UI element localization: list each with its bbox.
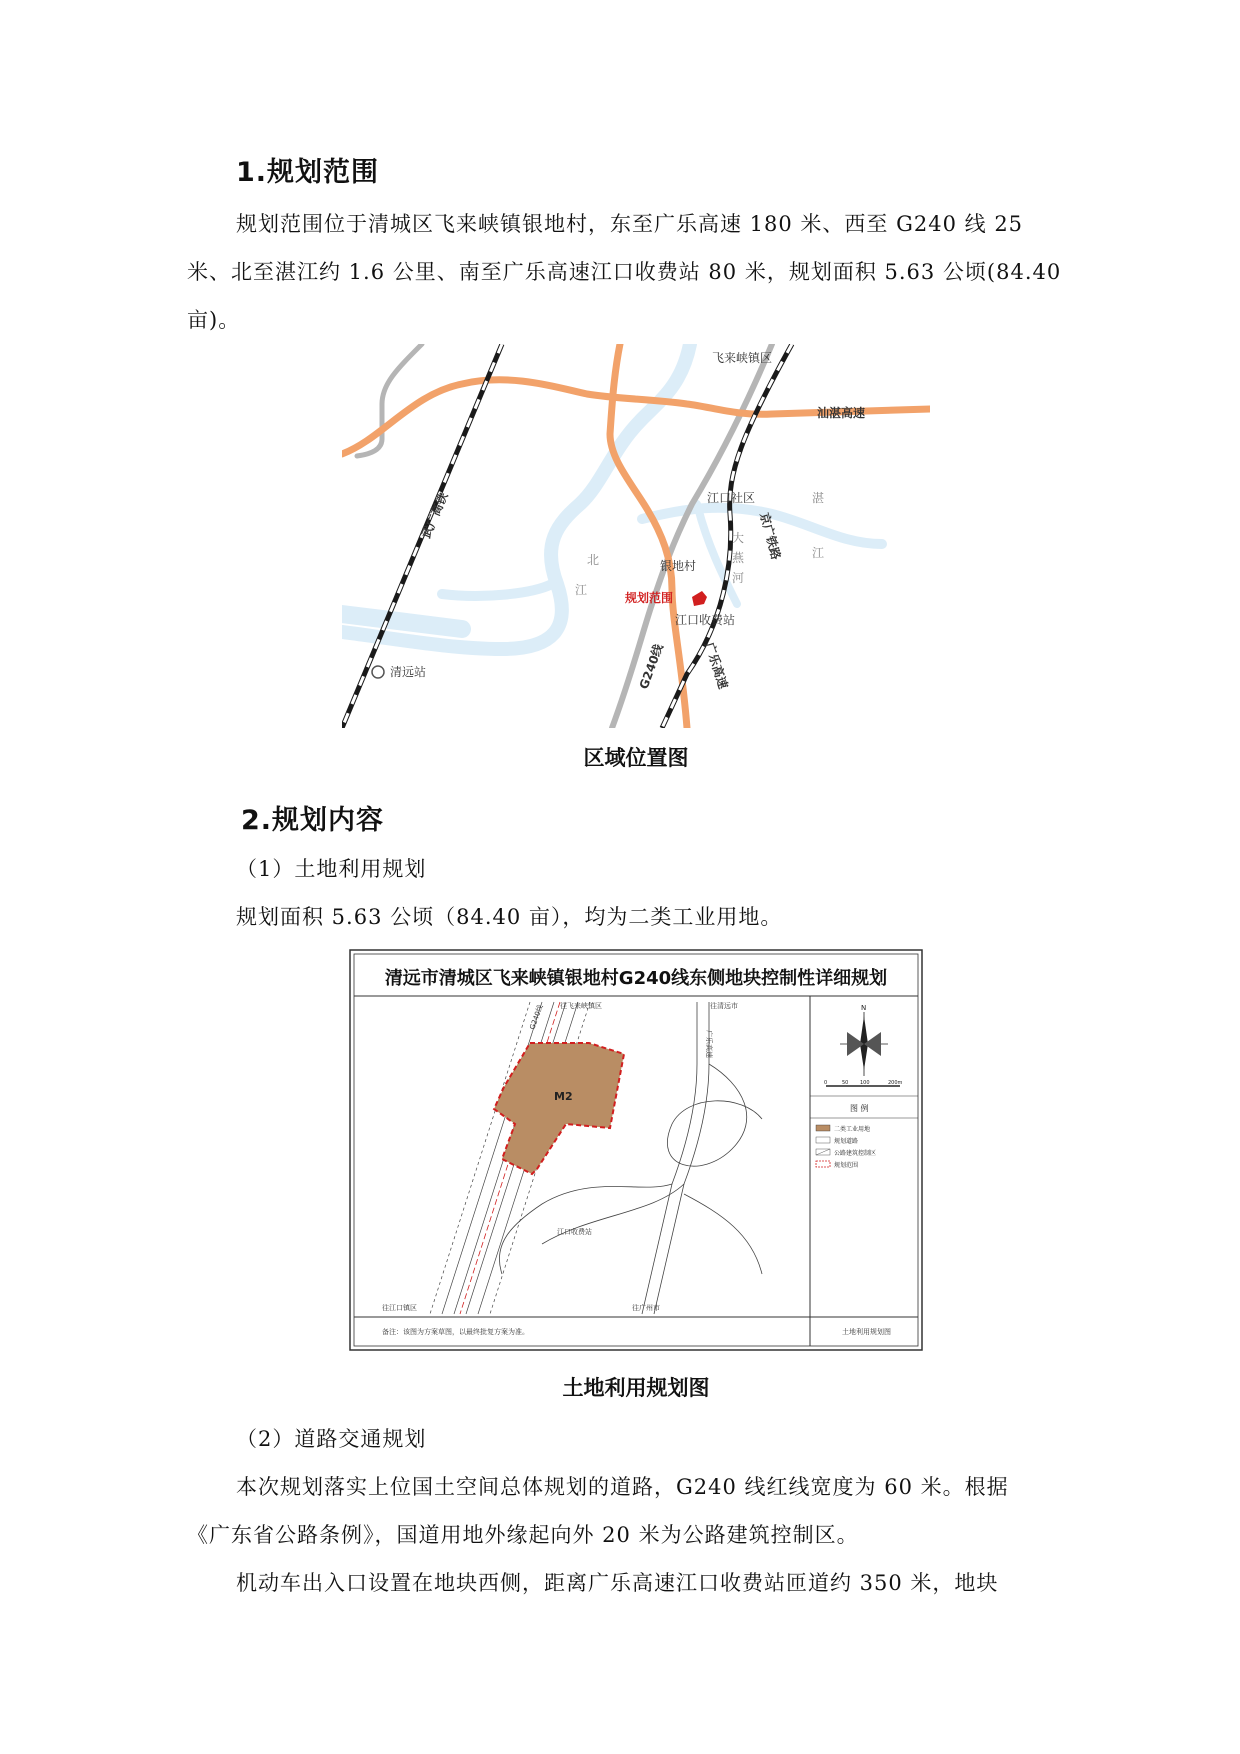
label-to-guangzhou: 往广州市 bbox=[632, 1304, 660, 1312]
label-wuguang: 武广高铁 bbox=[418, 490, 451, 541]
label-jiang: 江 bbox=[575, 583, 588, 597]
label-shanzhan: 汕湛高速 bbox=[817, 406, 866, 420]
label-guangle-small: 广乐高速 bbox=[705, 1030, 713, 1058]
legend-item-industrial: 二类工业用地 bbox=[834, 1126, 871, 1133]
label-yan: 燕 bbox=[732, 551, 745, 565]
label-qingyuan-station: 清远站 bbox=[390, 665, 427, 679]
map-1-caption: 区域位置图 bbox=[583, 746, 689, 770]
svg-text:0: 0 bbox=[824, 1080, 828, 1086]
para-1-line-2: 米、北至湛江约 1.6 公里、南至广乐高速江口收费站 80 米，规划面积 5.63 公顷(84.40 bbox=[187, 260, 1062, 284]
label-to-qingyuan: 往清远市 bbox=[710, 1002, 738, 1010]
parcel-label: M2 bbox=[554, 1090, 573, 1103]
label-jingguang: 京广铁路 bbox=[757, 511, 784, 562]
legend-item-control-zone: 公路建筑控制区 bbox=[834, 1150, 877, 1157]
legend-item-road: 规划道路 bbox=[834, 1138, 859, 1145]
label-g240-small: G240线 bbox=[528, 1003, 545, 1031]
label-da: 大 bbox=[732, 531, 745, 545]
svg-text:50: 50 bbox=[842, 1080, 849, 1086]
legend-title: 图 例 bbox=[850, 1104, 869, 1113]
region-location-map bbox=[342, 344, 930, 728]
label-jiangkou-town: 江口社区 bbox=[707, 491, 756, 505]
label-yindi: 银地村 bbox=[660, 559, 697, 573]
legend-item-boundary: 规划范围 bbox=[834, 1162, 859, 1169]
drawing-title: 清远市清城区飞来峡镇银地村G240线东侧地块控制性详细规划 bbox=[384, 968, 888, 989]
para-traffic-line-2: 《广东省公路条例》，国道用地外缘起向外 20 米为公路建筑控制区。 bbox=[187, 1523, 859, 1547]
label-to-feilai: 往飞来峡镇区 bbox=[560, 1002, 602, 1010]
para-1-line-1: 规划范围位于清城区飞来峡镇银地村，东至广乐高速 180 米、西至 G240 线 25 bbox=[236, 212, 1024, 236]
label-toll-small: 江口收费站 bbox=[557, 1228, 592, 1236]
drawing-note: 备注：该图为方案草图，以最终批复方案为准。 bbox=[382, 1328, 529, 1336]
label-jiang2: 江 bbox=[812, 546, 825, 560]
label-bei: 北 bbox=[587, 553, 600, 567]
label-he: 河 bbox=[732, 571, 745, 585]
north-label: N bbox=[861, 1004, 867, 1012]
section-1-heading: 1.规划范围 bbox=[236, 157, 380, 188]
para-traffic-line-1: 本次规划落实上位国土空间总体规划的道路，G240 线红线宽度为 60 米。根据 bbox=[236, 1475, 1009, 1499]
label-guangle: 广乐高速 bbox=[702, 640, 731, 691]
para-entrance: 机动车出入口设置在地块西侧，距离广乐高速江口收费站匝道约 350 米，地块 bbox=[236, 1571, 999, 1595]
drawing-name: 土地利用规划图 bbox=[842, 1328, 891, 1336]
para-land-use: 规划面积 5.63 公顷（84.40 亩），均为二类工业用地。 bbox=[236, 905, 783, 929]
label-to-jiangkou: 往江口镇区 bbox=[382, 1304, 417, 1312]
map-2-caption: 土地利用规划图 bbox=[562, 1376, 710, 1400]
subheading-traffic: （2）道路交通规划 bbox=[236, 1427, 427, 1451]
subheading-land-use: （1）土地利用规划 bbox=[236, 857, 427, 881]
land-use-plan-drawing bbox=[342, 944, 930, 1357]
svg-text:100: 100 bbox=[860, 1080, 870, 1086]
label-toll: 江口收费站 bbox=[675, 613, 736, 627]
label-zhan: 湛 bbox=[812, 491, 825, 505]
label-feilai: 飞来峡镇区 bbox=[712, 351, 773, 365]
section-2-heading: 2.规划内容 bbox=[241, 805, 385, 836]
svg-text:200m: 200m bbox=[888, 1080, 903, 1086]
para-1-line-3: 亩)。 bbox=[187, 308, 241, 332]
label-scope: 规划范围 bbox=[625, 591, 674, 605]
label-g240: G240线 bbox=[636, 642, 666, 692]
